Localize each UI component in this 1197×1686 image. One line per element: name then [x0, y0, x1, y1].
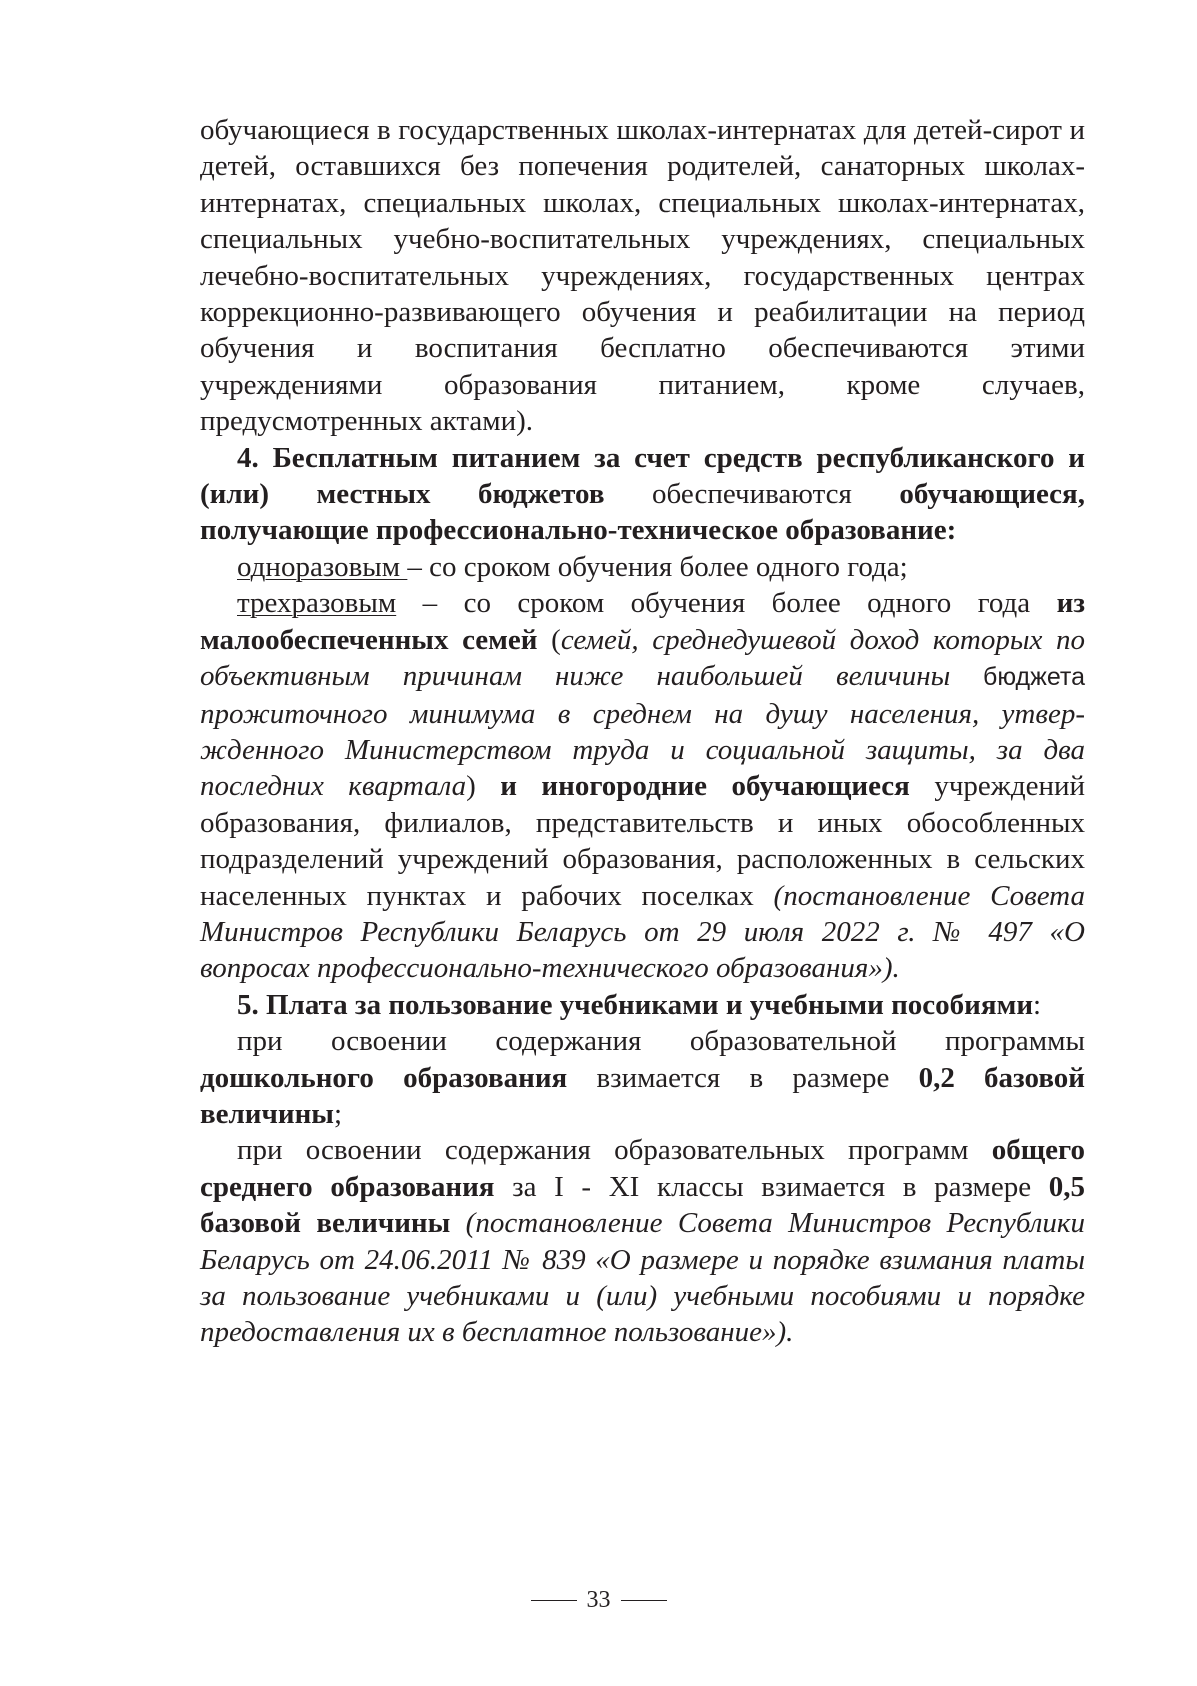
secondary-space — [450, 1207, 465, 1239]
resolution-839-reference: (постановление Совета Министров Республики Беларусь от 24.06.2011 № 839 «О размере и порядке взимания платы за пользование учебниками и (или) учебными пособиями и порядке предоставления их в бесплатное пользование»). — [200, 1207, 1085, 1349]
free-meals-students: обучающиеся, получающие профессионально-техническое образование: — [200, 478, 1085, 547]
page-number-footer — [0, 1587, 1197, 1614]
resolution-497-reference: (постановление Совета Министров Республики Беларусь от 29 июля 2022 г. № 497 «О вопросах профессионально-технического образования»). — [200, 879, 1085, 985]
low-income-families: из малообеспеченных семей — [200, 587, 1085, 656]
one-meal-term: одноразовым — [237, 550, 408, 583]
three-meals-term: трехразовым — [237, 587, 397, 620]
institutions-text: учреждений образования, филиалов, представительств и иных обособленных подразделений учреждений образования, расположенных в сельских населенных пунктах и рабочих поселках — [200, 770, 1086, 912]
general-secondary-education: общего среднего образования — [200, 1134, 1085, 1203]
paragraph-free-meals — [200, 440, 1085, 549]
low-income-definition: семей, среднедушевой доход которых по объективным причинам ниже наибольшей величины — [200, 623, 1085, 693]
open-paren: ( — [537, 623, 561, 656]
preschool-education: дошкольного образования — [200, 1061, 568, 1094]
free-meals-text: обеспечиваются — [604, 478, 900, 511]
preschool-semicolon: ; — [333, 1097, 342, 1130]
paragraph-continuation — [200, 112, 1085, 440]
paragraph-preschool-fee — [200, 1023, 1085, 1132]
page-number-rule-left — [531, 1600, 577, 1601]
secondary-fee-text: при освоении содержания образовательных программ — [237, 1134, 992, 1167]
section-5-colon: : — [1033, 988, 1042, 1021]
section-5-heading: 5. Плата за пользование учебниками и учебными пособиями — [237, 988, 1034, 1021]
page-number: 33 — [586, 1587, 611, 1613]
preschool-fee-text: при освоении содержания образовательной программы — [237, 1025, 1085, 1058]
budget-word: бюджета — [950, 663, 1085, 692]
paragraph-three-meals — [200, 585, 1085, 986]
nonresident-students: и иногородние обучающиеся — [500, 770, 910, 803]
paragraph-one-meal — [200, 549, 1085, 585]
secondary-fee-rate-text: за I - XI классы взимается в размере — [494, 1170, 1049, 1203]
paragraph-secondary-fee — [200, 1132, 1085, 1350]
paragraph-textbook-fee-heading — [200, 987, 1085, 1023]
preschool-fee-rate-text: взимается в размере — [567, 1061, 919, 1094]
one-meal-text: – со сроком обучения более одного года; — [407, 550, 908, 583]
close-paren: ) — [466, 770, 501, 803]
page-text-body — [200, 112, 1085, 1351]
section-4-heading: 4. Бесплатным питанием за счет средств республиканского и (или) местных бюджетов — [200, 441, 1085, 511]
page-number-rule-right — [621, 1600, 667, 1601]
subsistence-minimum-text: прожиточного минимума в среднем на душу населения, утвержденного Министерством труда и социальной защиты, за два последних квартала — [200, 697, 1085, 803]
secondary-fee-amount: 0,5 базовой величины — [200, 1170, 1085, 1240]
three-meals-text: – со сроком обучения более одного года — [396, 587, 1057, 620]
preschool-fee-amount: 0,2 базовой величины — [200, 1061, 1085, 1130]
continuation-text: обучающиеся в государственных школах-интернатах для детей-сирот и детей, оставшихся без попечения родителей, санаторных школах-интернатах, специальных школах, специальных школах-интернатах, специальных учебно-воспитательных учреждениях, специальных лечебно-воспитательных учреждениях, государственных центрах коррекционно-развивающего обучения и реабилитации на период обучения и воспитания бесплатно обеспечиваются этими учреждениями образования питанием, кроме случаев, предусмотренных актами). — [200, 114, 1085, 438]
